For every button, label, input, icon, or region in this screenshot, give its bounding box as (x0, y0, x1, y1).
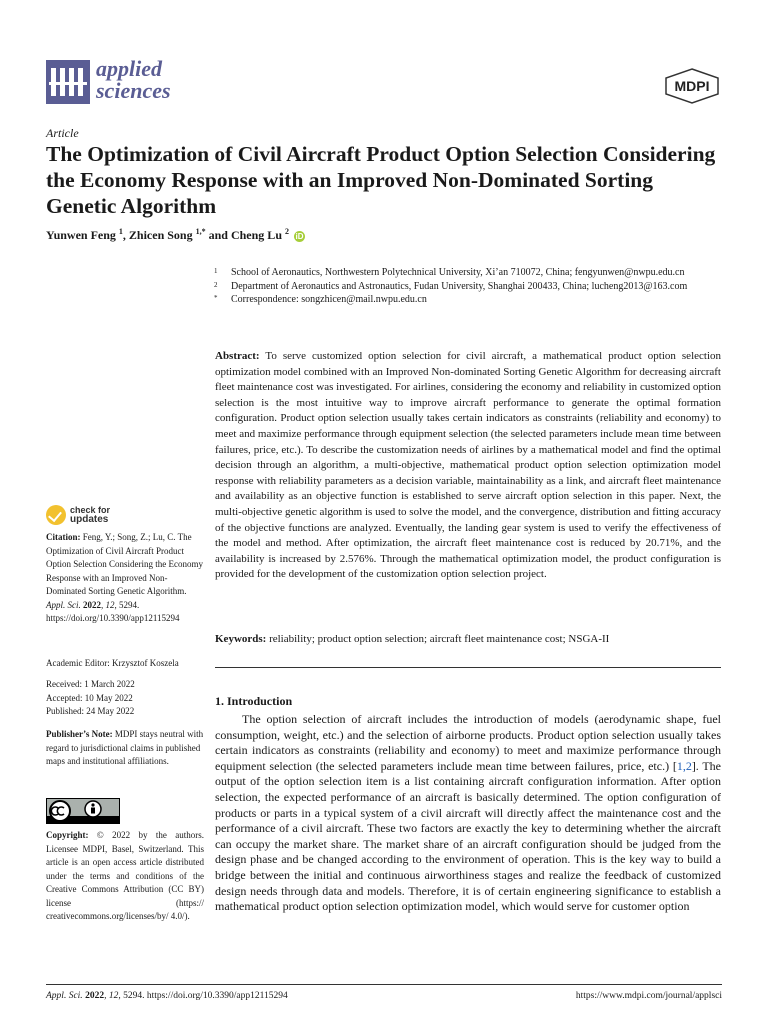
author-name: Yunwen Feng (46, 228, 116, 242)
abstract-text: To serve customized option selection for civil aircraft, a mathematical product option selection optimization model combined with an Improved Non-dominated Sorting Genetic Algorithm for decreasing aircraft fleet maintenance cost was investigated. For airlines, considering the economy and reliability in customized option selection is the most intuitive way to improve aircraft performance to generate the optimal formation configuration. Product option selection usually takes certain indicators as constraints (reliability and economy) to meet and maximize performance through equipment selection (the selected parameters include mean time between failures, price, etc.). To describe the customization needs of airlines by a mathematical model and find the optimal decision through an algorithm, a multi-objective, mathematical product option selection optimization model response with reliability parameters as a decision variable, maintainability as a link, and aircraft fleet maintenance and availability as an objective function is established to serve aircraft option selection in this paper. Next, the multi-objective genetic algorithm is used to solve the model, and the convergence, distribution and fitting accuracy of the objective functions are analyzed. Eventually, the landing gear system is used to verify the effectiveness of the model and method. After optimization, the aircraft fleet maintenance cost is reduced by 20.71%, and the availability is increased by 2.576%. Through the mathematical optimization model, the product configuration is provided for the development of the customization option selection project. (215, 350, 721, 581)
author-affiliation-mark: 2 (285, 227, 289, 236)
affiliation-item: 1 School of Aeronautics, Northwestern Polytechnical University, Xi’an 710072, China; fengyunwen@nwpu.edu.cn (214, 267, 685, 278)
keywords-text: reliability; product option selection; aircraft fleet maintenance cost; NSGA-II (269, 633, 610, 645)
academic-editor: Academic Editor: Krzysztof Koszela (46, 658, 179, 668)
abstract (215, 349, 721, 583)
copyright-notice: Copyright: © 2022 by the authors. Licensee MDPI, Basel, Switzerland. This article is an open access article distributed under the terms and conditions of the Creative Commons Attribution (CC BY) license (https:// creativecommons.org/licenses/by/ 4.0/). (46, 830, 204, 921)
check-for-updates-button[interactable]: check for updates (46, 505, 110, 525)
author-list: Yunwen Feng $^1$, Zhicen Song $^{1,*}$ and Cheng Lu $^2$ iD (46, 227, 304, 242)
author-affiliation-mark: 1,* (195, 227, 206, 236)
accepted-date: Accepted: 10 May 2022 (46, 692, 133, 703)
orcid-icon[interactable]: iD (295, 231, 304, 241)
article-type: Article (46, 126, 79, 140)
author-name: Cheng Lu (230, 228, 282, 242)
publication-dates (46, 678, 204, 719)
publisher-name: MDPI (674, 78, 710, 94)
mdpi-logo-icon (664, 68, 720, 104)
check-updates-icon (46, 505, 66, 525)
section-heading: 1. Introduction (215, 694, 293, 708)
received-date: Received: 1 March 2022 (46, 679, 135, 689)
author-name: Zhicen Song (128, 228, 193, 242)
author-affiliation-mark: 1 (118, 227, 123, 236)
cc-by-license-icon[interactable] (46, 798, 120, 824)
applied-sciences-logo-icon (46, 60, 90, 104)
affiliations (214, 266, 734, 307)
keywords-label: Keywords: (215, 633, 267, 645)
publisher-note: Publisher’s Note: MDPI stays neutral with regard to jurisdictional claims in published maps and institutional affiliations. (46, 729, 204, 766)
keywords (215, 633, 721, 645)
footer-divider (46, 984, 722, 985)
affiliation-item: 2 Department of Aeronautics and Astronautics, Fudan University, Shanghai 200433, China; lucheng2013@163.com (214, 280, 688, 292)
citation-link[interactable]: 1,2 (676, 758, 692, 773)
journal-name (96, 58, 256, 102)
journal-name-line2: sciences (96, 78, 171, 103)
footer-citation: Appl. Sci. 2022, 12, 5294. https://doi.org/10.3390/app12115294 (46, 991, 288, 1001)
article-title: The Optimization of Civil Aircraft Product Option Selection Considering the Economy Response with an Improved Non-Dominated Sorting Genetic Algorithm (46, 142, 716, 218)
correspondence: * Correspondence: songzhicen@mail.nwpu.edu.cn (214, 294, 427, 305)
journal-name-line1: applied (96, 56, 162, 81)
citation-block: Citation: Feng, Y.; Song, Z.; Lu, C. The Optimization of Civil Aircraft Product Option Selection Considering the Economy Response with an Improved Non-Dominated Sorting Genetic Algorithm. Appl. Sci. 2022, 12, 5294. https://doi.org/10.3390/app12115294 (46, 532, 203, 623)
introduction-paragraph: The option selection of aircraft includes the introduction of models (aerodynamic shape, fuel consumption, weight, etc.) and the selection of airborne products. Product option selection usually takes certain indicators as constraints (reliability and economy) to meet and maximize performance through equipment selection (the selected parameters include mean time between failures, price, etc.) [1,2]. The output of the option selection item is a list containing aircraft configuration information. After option selection, the expected performance of an aircraft is basically determined. The option configuration of products or parts in a typical system of a civil aircraft will directly affect the maintenance cost and the performance of a civil aircraft. These two factors are exactly the key to determining whether the aircraft can occupy the market share. The market share of an aircraft configuration should be judged from the design phase and be changed according to the environment of operation. This is the key way to build a bridge between the initial and continuous airworthiness stages and realize the feedback of customized design needs through data and models. Therefore, it is of certain engineering significance to establish a mathematical product option selection optimization model, which would serve for customer option (215, 712, 721, 914)
journal-url-link[interactable]: https://www.mdpi.com/journal/applsci (575, 991, 722, 1001)
abstract-label: Abstract: (215, 350, 260, 362)
published-date: Published: 24 May 2022 (46, 706, 135, 716)
section-divider (215, 667, 721, 668)
